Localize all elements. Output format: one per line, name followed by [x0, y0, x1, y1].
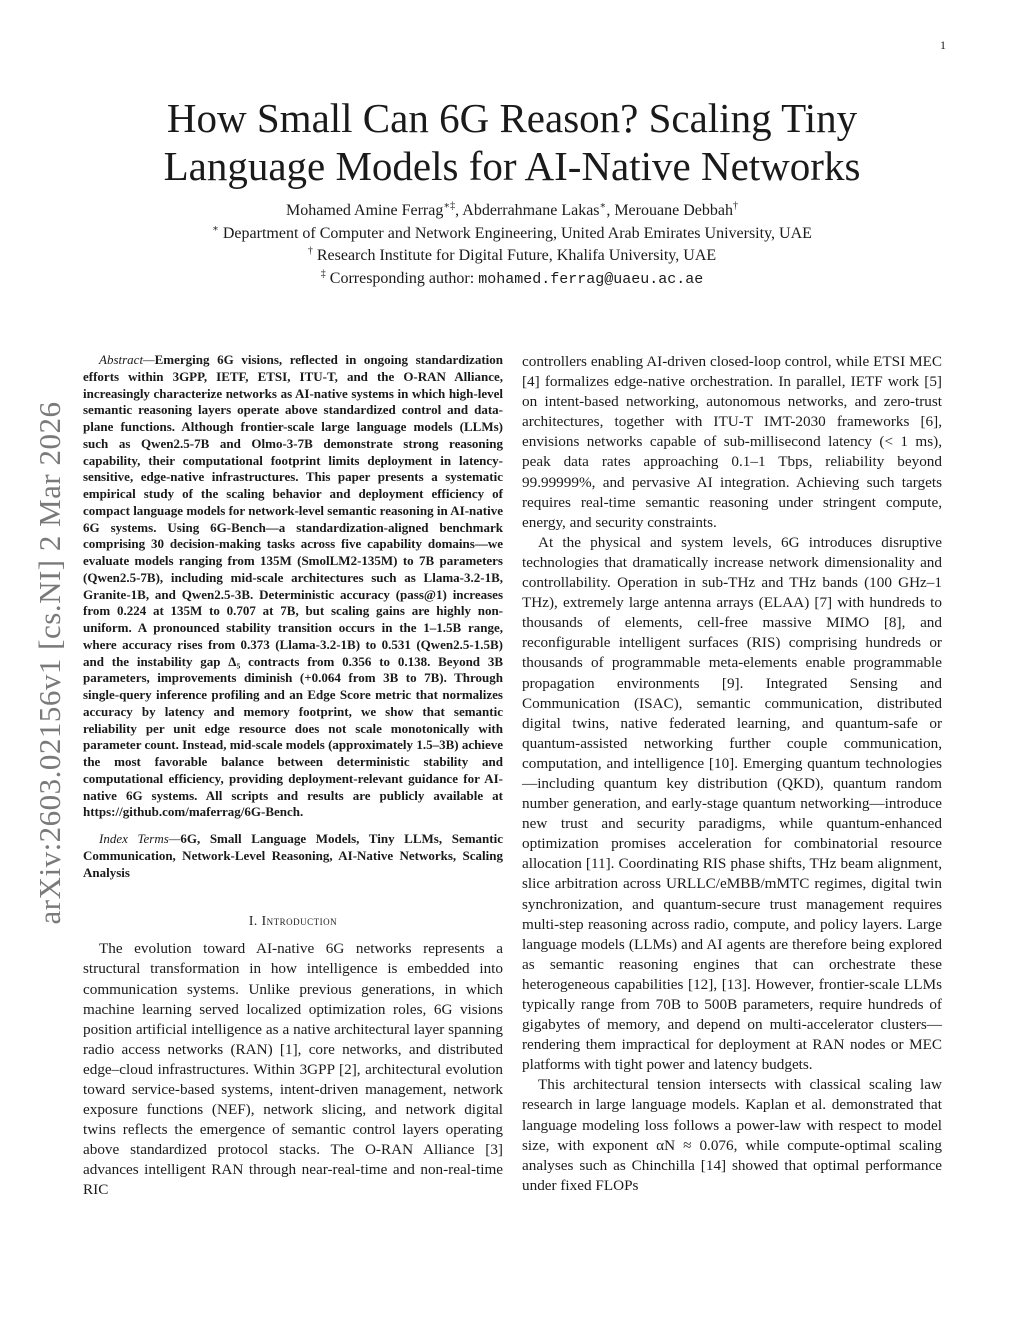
corresponding-label: Corresponding author: [329, 269, 475, 287]
corresponding-email: mohamed.ferrag@uaeu.ac.ae [478, 270, 704, 288]
author-name: Merouane Debbah [614, 202, 733, 219]
affiliation-2 [100, 245, 924, 268]
arxiv-identifier: arXiv:2603.02156v1 [cs.NI] 2 Mar 2026 [32, 400, 67, 925]
author-mark: † [732, 200, 738, 212]
body-paragraph: At the physical and system levels, 6G introduces disruptive technologies that dramatically increase network dimensionality and controllability. Operation in sub-THz and THz bands (100 GHz–1 THz), extremely large antenna arrays (ELAA) [7] with hundreds to thousands of elements, cell-free massive MIMO [8], and reconfigurable intelligent surfaces (RIS) comprising hundreds or thousands of programmable meta-elements enable programmable propagation environments [9]. Integrated Sensing and Communication (ISAC), semantic communication, distributed digital twins, native federated learning, and quantum-safe or quantum-assisted networking further couple communication, computation, and intelligence [10]. Emerging quantum technologies—including quantum key distribution (QKD), quantum random number generation, and early-stage quantum networking—introduce new trust and security paradigms, while quantum-enhanced optimization promises acceleration for combinatorial resource allocation [11]. Coordinating RIS phase shifts, THz beam alignment, slice arbitration across URLLC/eMBB/mMTC regimes, digital twin synchronization, and quantum-secure trust management requires multi-step reasoning across radio, compute, and policy layers. Large language models (LLMs) and AI agents are therefore being explored as semantic reasoning engines that can orchestrate these heterogeneous capabilities [12], [13]. However, frontier-scale LLMs typically range from 70B to 500B parameters, require hundreds of gigabytes of memory, and depend on multi-accelerator clusters—rendering them impractical for deployment at RAN nodes or MEC platforms with tight power and latency budgets. [522, 533, 942, 1074]
index-terms-label: Index Terms— [99, 831, 181, 846]
section-number: I. [248, 913, 258, 929]
affiliation-mark: † [307, 245, 313, 257]
intro-paragraph: The evolution toward AI-native 6G networks represents a structural transformation in how intelligence is embedded into communication systems. Unlike previous generations, in which machine learning served localized optimization roles, 6G visions position artificial intelligence as a native architectural layer spanning radio access networks (RAN) [1], core networks, and distributed edge–cloud infrastructures. Within 3GPP [2], architectural evolution toward service-based systems, intent-driven management, network exposure functions (NEF), network slicing, and network digital twins reflects the emergence of semantic control layers operating above standardized protocol stacks. The O-RAN Alliance [3] advances intelligent RAN through near-real-time and non-real-time RIC [83, 940, 503, 1199]
author-name: Mohamed Amine Ferrag [286, 202, 444, 219]
body-paragraph: controllers enabling AI-driven closed-loop control, while ETSI MEC [4] formalizes edge-native orchestration. In parallel, IETF work [5] on intent-based networking, autonomous networks, and zero-trust architectures, together with ITU-T IMT-2030 frameworks [6], envisions networks capable of sub-millisecond latency (< 1 ms), peak data rates approaching 0.1–1 Tbps, reliability beyond 99.99999%, and pervasive AI integration. Achieving such targets requires real-time semantic reasoning under stringent compute, energy, and security constraints. [522, 353, 942, 531]
title-line-1: How Small Can 6G Reason? Scaling Tiny [166, 95, 858, 141]
page-number: 1 [940, 38, 946, 52]
section-title: Introduction [261, 913, 338, 929]
section-heading [83, 911, 503, 931]
author-block [100, 200, 924, 291]
affiliation-text: Research Institute for Digital Future, Khalifa University, UAE [316, 247, 717, 264]
abstract-label: Abstract— [99, 352, 155, 367]
paper-title [100, 94, 924, 190]
affiliation-1 [100, 223, 924, 246]
index-terms [83, 831, 503, 881]
author-list: Mohamed Amine Ferrag∗‡, Abderrahmane Lakas∗, Merouane Debbah† [286, 200, 738, 219]
author-mark: ∗‡ [443, 200, 456, 212]
author-name: Abderrahmane Lakas [462, 202, 600, 219]
arxiv-side-stamp [30, 380, 70, 945]
affiliation-mark: ∗ [212, 223, 219, 235]
affiliation-mark: ‡ [320, 268, 326, 280]
affiliation-text: Department of Computer and Network Engineering, United Arab Emirates University, UAE [222, 224, 812, 242]
left-column [83, 352, 503, 1201]
body-paragraph: This architectural tension intersects with classical scaling law research in large language models. Kaplan et al. demonstrated that language modeling loss follows a power-law with respect to model size, with exponent αN ≈ 0.076, while compute-optimal scaling analyses such as Chinchilla [14] showed that optimal performance under fixed FLOPs [522, 1076, 942, 1194]
abstract [83, 352, 503, 821]
corresponding-author [100, 268, 924, 292]
right-column [522, 352, 942, 1196]
author-mark: ∗ [599, 200, 607, 212]
abstract-text: Emerging 6G visions, reflected in ongoing standardization efforts within 3GPP, IETF, ETSI, ITU-T, and the O-RAN Alliance, increasingly characterize networks as AI-native systems in which high-level semantic reasoning layers operate above standardized control and data-plane functions. Although frontier-scale large language models (LLMs) such as Qwen2.5-7B and Olmo-3-7B demonstrate strong reasoning capability, their computational footprint limits deployment in latency-sensitive, edge-native infrastructures. This paper presents a systematic empirical study of the scaling behavior and deployment efficiency of compact language models for network-level semantic reasoning in AI-native 6G systems. Using 6G-Bench—a standardization-aligned benchmark comprising 30 decision-making tasks across five capability domains—we evaluate models ranging from 135M (SmolLM2-135M) to 7B parameters (Qwen2.5-7B), including mid-scale architectures such as Llama-3.2-1B, Granite-1B, and Qwen2.5-3B. Deterministic accuracy (pass@1) increases from 0.224 at 135M to 0.707 at 7B, but scaling gains are highly non-uniform. A pronounced stability transition occurs in the 1–1.5B range, where accuracy rises from 0.373 (Llama-3.2-1B) to 0.531 (Qwen2.5-1.5B) and the instability gap Δ₅ contracts from 0.356 to 0.138. Beyond 3B parameters, improvements diminish (+0.064 from 3B to 7B). Through single-query inference profiling and an Edge Score metric that normalizes accuracy by latency and memory footprint, we show that semantic reliability per unit edge resource does not scale monotonically with parameter count. Instead, mid-scale models (approximately 1.5–3B) achieve the most favorable balance between deterministic stability and computational efficiency, providing deployment-relevant guidance for AI-native 6G systems. All scripts and results are publicly available at https://github.com/maferrag/6G-Bench. [83, 352, 503, 820]
index-terms-text: 6G, Small Language Models, Tiny LLMs, Semantic Communication, Network-Level Reasoning, AI-Native Networks, Scaling Analysis [83, 831, 503, 880]
title-line-2: Language Models for AI-Native Networks [163, 143, 861, 189]
